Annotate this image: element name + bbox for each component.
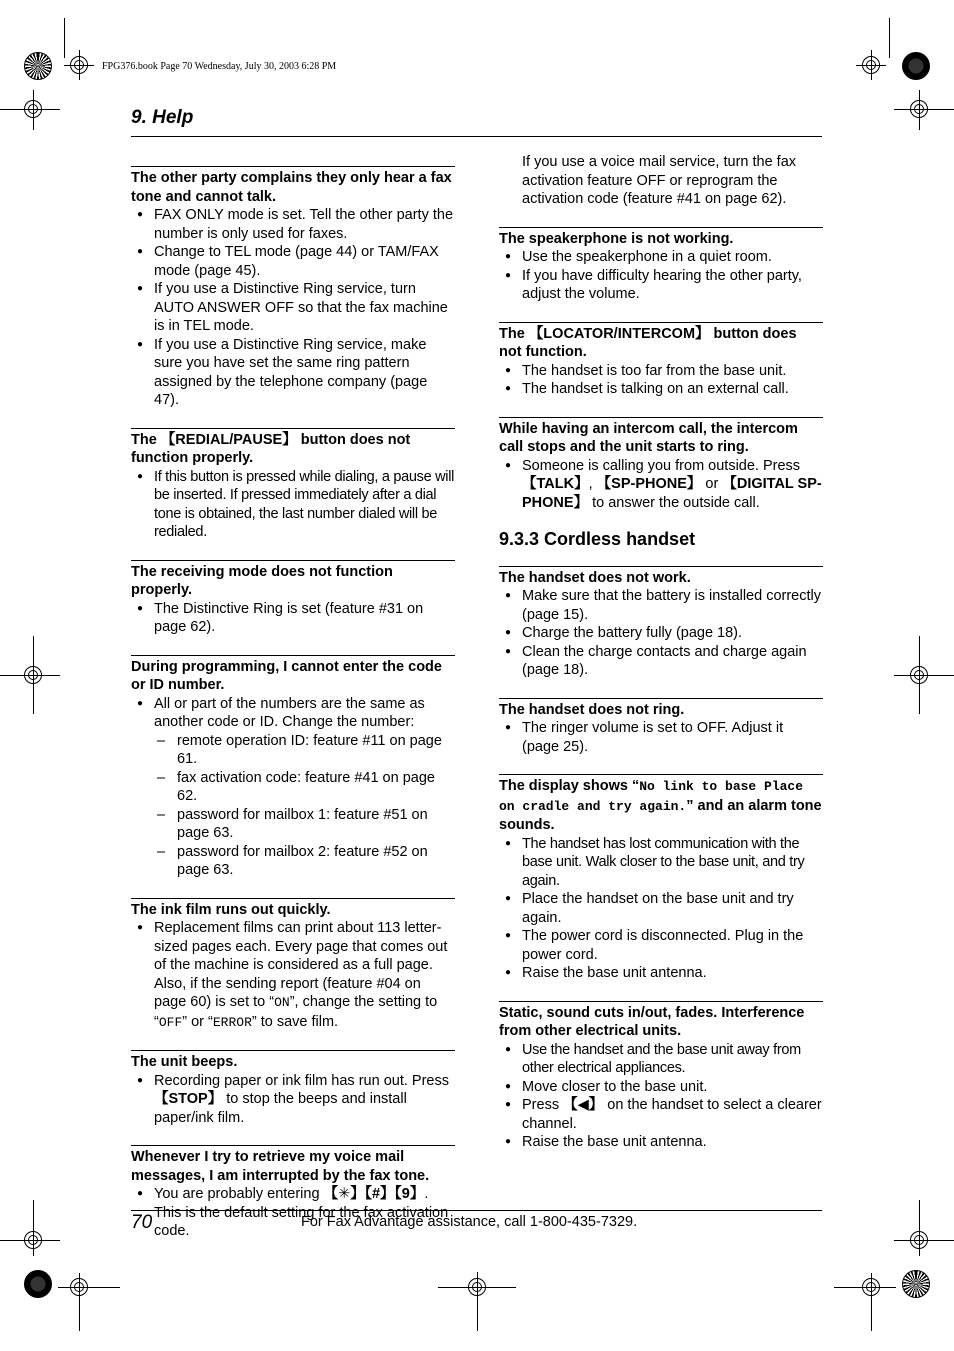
- list-item: ● The handset has lost communication with the base unit. Walk closer to the base unit, and try again.: [499, 835, 823, 891]
- key-label: 【TALK】: [522, 476, 589, 492]
- sub-list-item: – fax activation code: feature #41 on page 62.: [154, 769, 455, 806]
- section-title: The receiving mode does not function properly.: [131, 563, 393, 598]
- list-item: ● The power cord is disconnected. Plug in the power cord.: [499, 927, 823, 964]
- section-title: The handset does not work.: [499, 569, 691, 586]
- subsection-heading: 9.3.3 Cordless handset: [499, 529, 696, 549]
- footer-assistance: For Fax Advantage assistance, call 1-800-435-7329.: [301, 1214, 638, 1230]
- list-item: ● Change to TEL mode (page 44) or TAM/FAX mode (page 45).: [131, 243, 455, 280]
- list-item: ● Place the handset on the base unit and try again.: [499, 890, 823, 927]
- section-title: The speakerphone is not working.: [499, 230, 734, 247]
- section-title: The other party complains they only hear a fax tone and cannot talk.: [131, 170, 452, 205]
- section-receiving-mode: [131, 560, 455, 637]
- section-speakerphone: [499, 227, 823, 304]
- section-programming-code: [131, 655, 455, 880]
- list-item: ● All or part of the numbers are the same as another code or ID. Change the number: – remote operation ID: feature #11 on page 61. – fax activation code: feature #41 on page 62. – password for mailbox 1: feature #51 on page 63. – password for mailbox 2: feature #52 on page 63.: [131, 695, 455, 880]
- sub-list-item: – password for mailbox 1: feature #51 on page 63.: [154, 806, 455, 843]
- section-title: The display shows “No link to base Place on cradle and try again.” and an alarm tone sounds.: [499, 778, 822, 833]
- list-item: ● Replacement films can print about 113 letter-sized pages each. Every page that comes out of the machine is considered as a full page. Also, if the sending report (feature #04 on page 60) is set to “ON”, change the setting to “OFF” or “ERROR” to save film.: [131, 919, 455, 1032]
- registration-dial-top-left: [24, 52, 52, 80]
- list-item: ● Press 【◀】 on the handset to select a clearer channel.: [499, 1096, 823, 1133]
- list-item: ● Someone is calling you from outside. Press 【TALK】, 【SP-PHONE】 or 【DIGITAL SP-PHONE】 to answer the outside call.: [499, 457, 823, 513]
- key-label: 【✳】【#】【9】: [323, 1186, 425, 1202]
- section-title: The 【REDIAL/PAUSE】 button does not function properly.: [131, 431, 411, 466]
- section-title: Whenever I try to retrieve my voice mail messages, I am interrupted by the fax tone.: [131, 1149, 430, 1184]
- section-handset-not-ring: [499, 698, 823, 757]
- registration-dial-bottom-left: [24, 1270, 52, 1298]
- key-label: 【◀】: [563, 1097, 604, 1113]
- sub-list-item: – remote operation ID: feature #11 on page 61.: [154, 732, 455, 769]
- section-locator-intercom: [499, 322, 823, 399]
- list-item: ● The handset is talking on an external call.: [499, 380, 823, 399]
- chapter-title: 9. Help: [131, 107, 194, 128]
- section-title: While having an intercom call, the intercom call stops and the unit starts to ring.: [499, 420, 798, 455]
- section-title: The ink film runs out quickly.: [131, 901, 331, 918]
- list-item: ● Use the speakerphone in a quiet room.: [499, 248, 823, 267]
- left-column: [131, 166, 455, 1241]
- display-message: No link to base Place on cradle and try again.: [499, 779, 804, 814]
- section-title: Static, sound cuts in/out, fades. Interference from other electrical units.: [499, 1004, 805, 1039]
- list-item: ● If you use a Distinctive Ring service, make sure you have set the same ring pattern assigned by the telephone company (page 47).: [131, 336, 455, 410]
- list-item: ● If you have difficulty hearing the other party, adjust the volume.: [499, 267, 823, 304]
- section-fax-tone-complaint: [131, 166, 455, 410]
- section-title: The 【LOCATOR/INTERCOM】 button does not function.: [499, 325, 797, 360]
- sub-list-item: – password for mailbox 2: feature #52 on page 63.: [154, 843, 455, 880]
- section-title: The unit beeps.: [131, 1054, 238, 1070]
- page-number: 70: [131, 1212, 153, 1233]
- section-ink-film: [131, 898, 455, 1033]
- list-item: ● You are probably entering 【✳】【#】【9】. This is the default setting for the fax activation code.: [131, 1185, 455, 1241]
- list-item: ● Charge the battery fully (page 18).: [499, 624, 823, 643]
- list-item: ● Use the handset and the base unit away from other electrical appliances.: [499, 1041, 823, 1078]
- list-item: ● The ringer volume is set to OFF. Adjust it (page 25).: [499, 719, 823, 756]
- registration-dial-top-right: [902, 52, 930, 80]
- section-title: The handset does not ring.: [499, 701, 685, 718]
- key-label: 【LOCATOR/INTERCOM】: [528, 325, 710, 342]
- continued-paragraph: If you use a voice mail service, turn the fax activation feature OFF or reprogram the activation code (feature #41 on page 62).: [522, 154, 797, 207]
- list-item: ● The Distinctive Ring is set (feature #31 on page 62).: [131, 600, 455, 637]
- list-item: ● Recording paper or ink film has run out. Press 【STOP】 to stop the beeps and install paper/ink film.: [131, 1072, 455, 1128]
- section-intercom-stops: [499, 417, 823, 513]
- list-item: ● Clean the charge contacts and charge again (page 18).: [499, 643, 823, 680]
- key-label: 【STOP】: [154, 1091, 223, 1107]
- key-label: 【DIGITAL SP-PHONE】: [522, 476, 822, 511]
- header-rule: [131, 136, 822, 137]
- section-no-link: [499, 774, 823, 983]
- book-info: FPG376.book Page 70 Wednesday, July 30, 2003 6:28 PM: [102, 61, 337, 72]
- key-label: 【SP-PHONE】: [596, 476, 702, 492]
- list-item: ● Make sure that the battery is installed correctly (page 15).: [499, 587, 823, 624]
- list-item: ● FAX ONLY mode is set. Tell the other party the number is only used for faxes.: [131, 206, 455, 243]
- list-item: ● The handset is too far from the base unit.: [499, 362, 823, 381]
- section-redial-pause: [131, 428, 455, 542]
- list-item: ● If this button is pressed while dialing, a pause will be inserted. If pressed immediately after a dial tone is obtained, the last number dialed will be redialed.: [131, 468, 455, 542]
- section-handset-not-work: [499, 566, 823, 680]
- registration-dial-bottom-right: [902, 1270, 930, 1298]
- list-item: ● Raise the base unit antenna.: [499, 964, 823, 983]
- footer-rule: [131, 1210, 822, 1211]
- section-title: During programming, I cannot enter the code or ID number.: [131, 658, 442, 693]
- list-item: ● Move closer to the base unit.: [499, 1078, 823, 1097]
- list-item: ● If you use a Distinctive Ring service, turn AUTO ANSWER OFF so that the fax machine is in TEL mode.: [131, 280, 455, 336]
- key-label: 【REDIAL/PAUSE】: [160, 431, 297, 448]
- list-item: ● Raise the base unit antenna.: [499, 1133, 823, 1152]
- section-static-interference: [499, 1001, 823, 1152]
- section-unit-beeps: [131, 1050, 455, 1127]
- right-column: [499, 153, 823, 1152]
